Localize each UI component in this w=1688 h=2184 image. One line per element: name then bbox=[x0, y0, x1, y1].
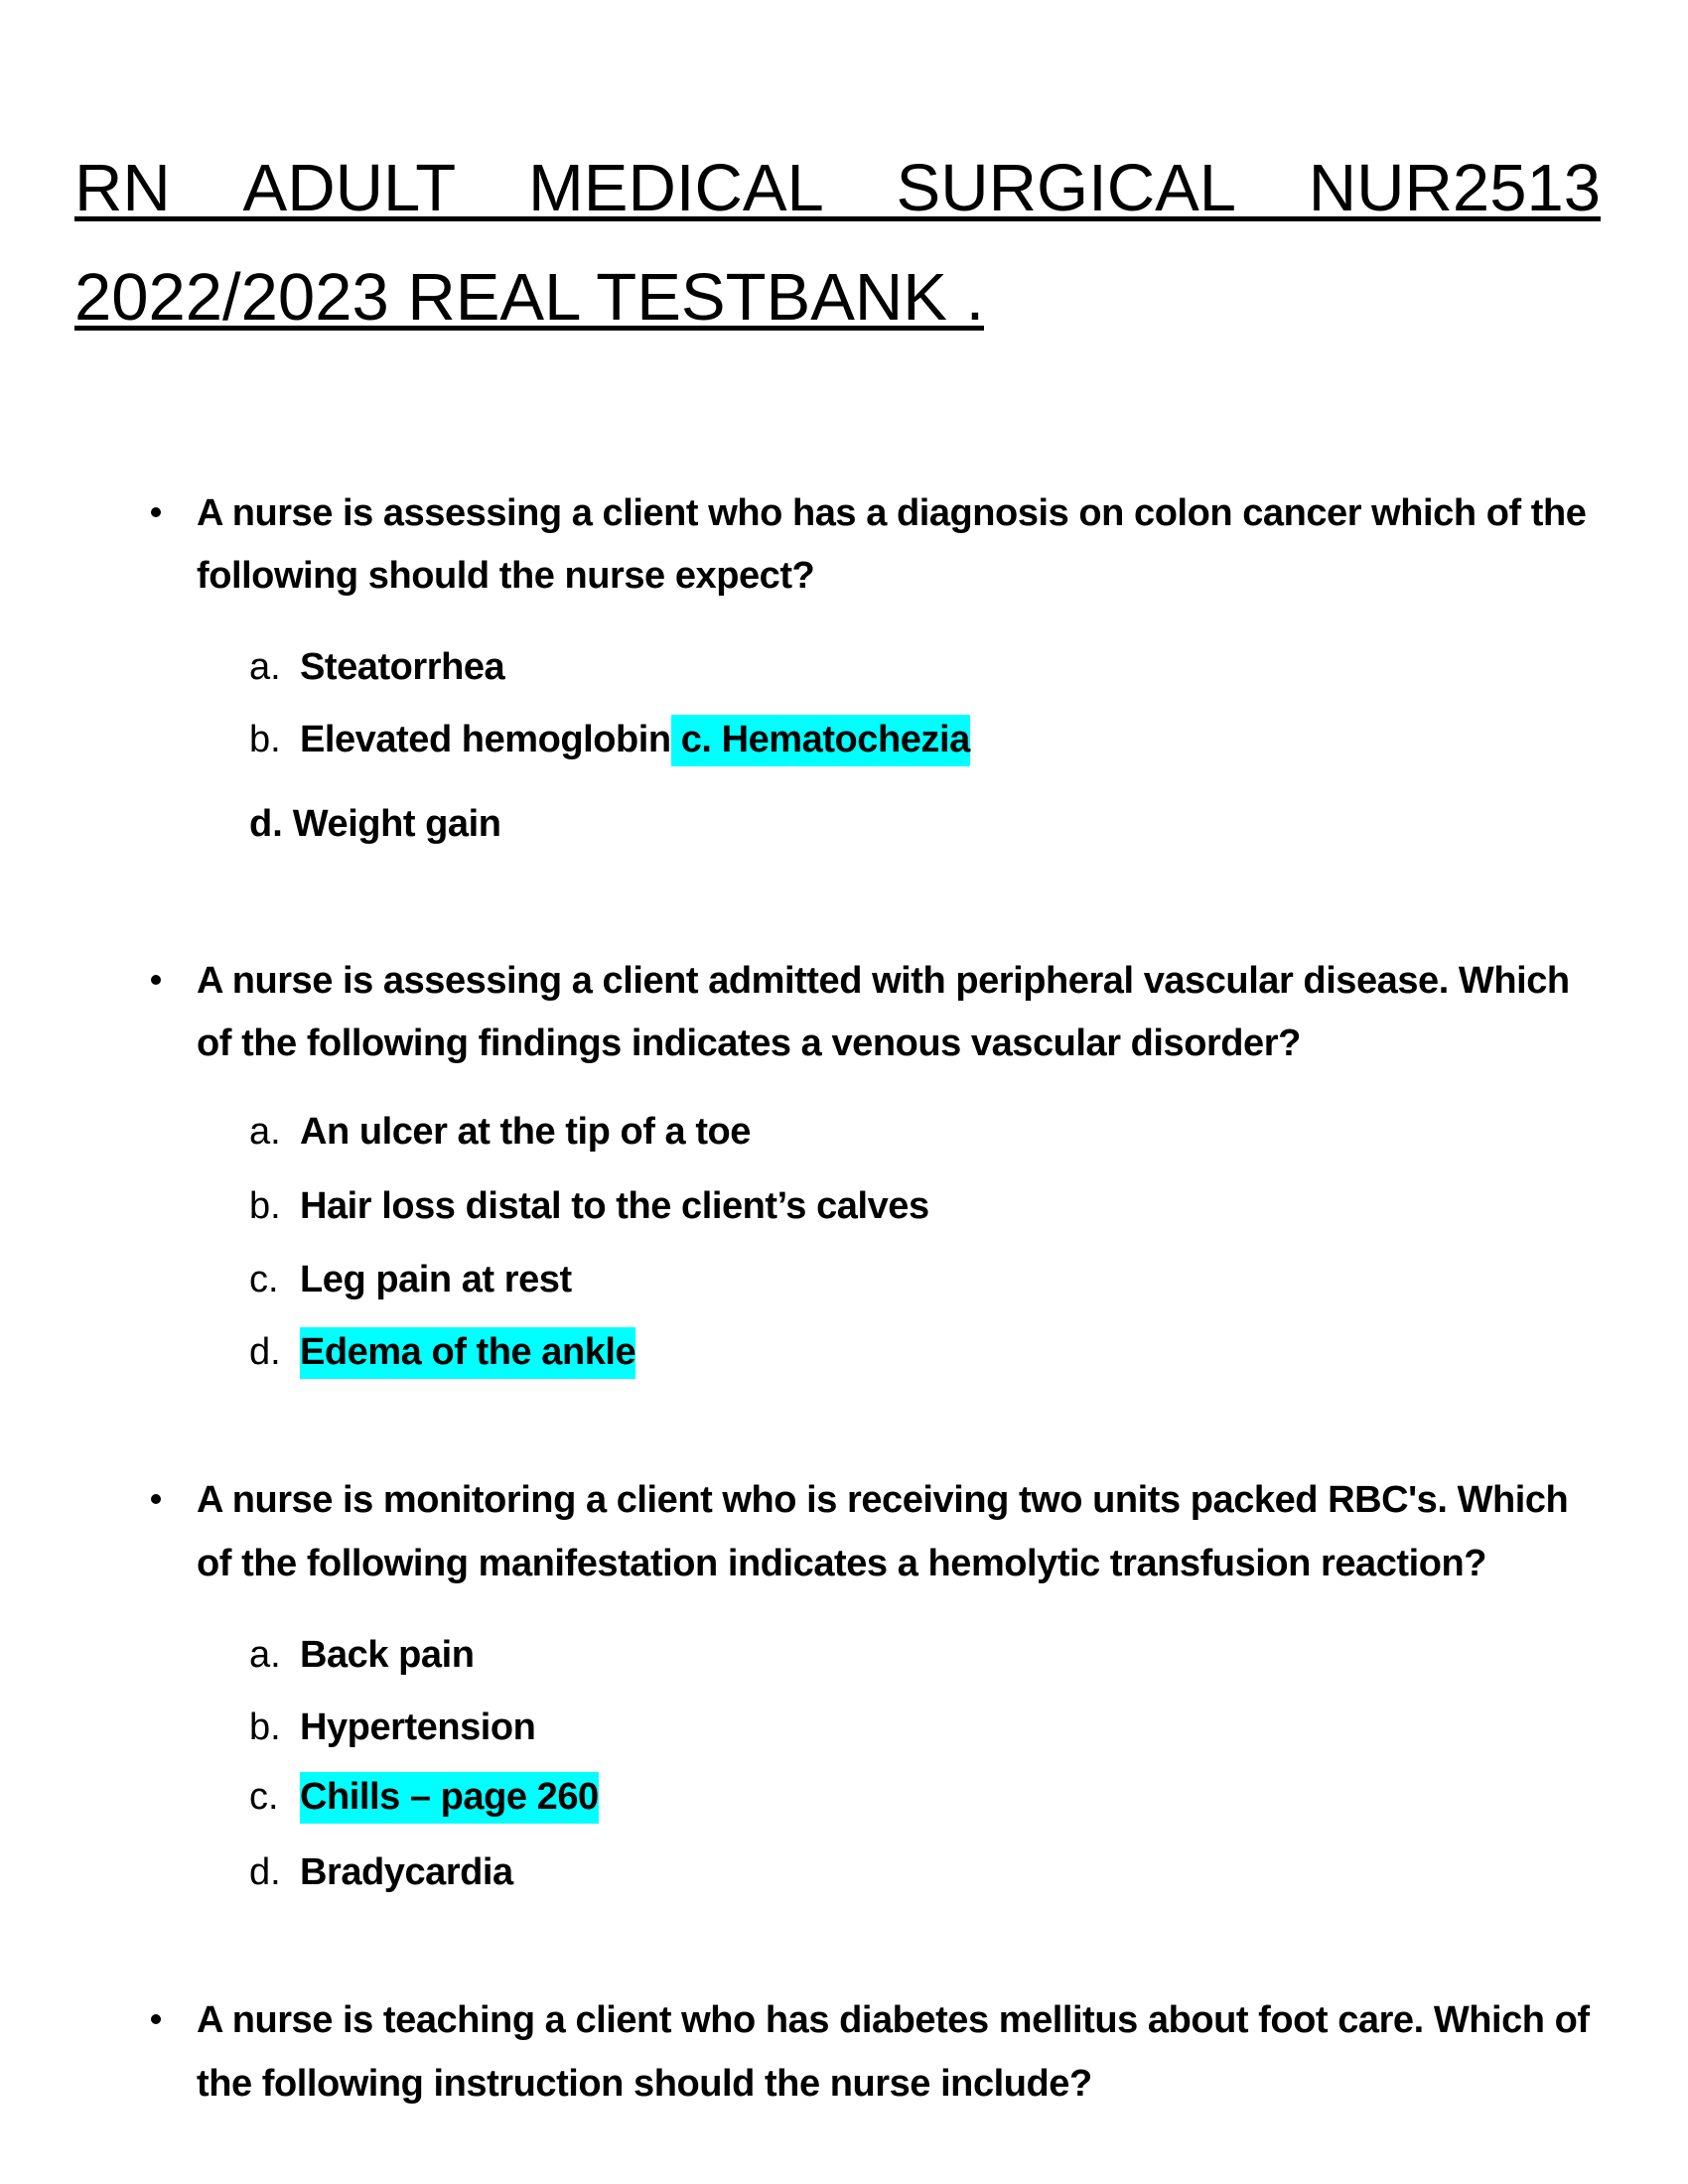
bullet-icon bbox=[151, 507, 161, 517]
option-letter: b. bbox=[249, 719, 281, 760]
option-text: Elevated hemoglobin bbox=[300, 719, 671, 760]
option-letter: d. bbox=[249, 1331, 281, 1373]
document-title-line-2 bbox=[74, 260, 985, 335]
question-text: of the following manifestation indicates a hemolytic transfusion reaction? bbox=[197, 1543, 1486, 1584]
option-letter: b. bbox=[249, 1706, 281, 1748]
option-letter: b. bbox=[249, 1185, 281, 1227]
question-text: of the following findings indicates a venous vascular disorder? bbox=[197, 1023, 1301, 1064]
question-text: A nurse is monitoring a client who is receiving two units packed RBC's. Which bbox=[197, 1479, 1569, 1521]
option-text: Bradycardia bbox=[300, 1851, 513, 1893]
answer-option-c bbox=[249, 1778, 599, 1816]
question-text: A nurse is assessing a client who has a diagnosis on colon cancer which of the bbox=[197, 492, 1587, 534]
option-letter: a. bbox=[249, 646, 281, 688]
answer-option-b bbox=[249, 1708, 535, 1746]
title-word: NUR2513 bbox=[1308, 151, 1601, 225]
document-title-line-1 bbox=[74, 151, 1601, 225]
option-text: Leg pain at rest bbox=[300, 1259, 572, 1300]
option-text: Hair loss distal to the client’s calves bbox=[300, 1185, 929, 1227]
answer-option-a bbox=[249, 648, 504, 686]
option-letter: c. bbox=[249, 1259, 279, 1300]
title-word: RN bbox=[74, 151, 171, 225]
option-letter: d. bbox=[249, 1851, 281, 1893]
option-text: Back pain bbox=[300, 1634, 475, 1676]
bullet-icon bbox=[151, 1494, 161, 1504]
answer-option-d bbox=[249, 1853, 513, 1891]
title-word: MEDICAL bbox=[527, 151, 824, 225]
highlighted-answer-c: c. Hematochezia bbox=[671, 715, 970, 766]
bullet-icon bbox=[151, 2014, 161, 2024]
option-letter: a. bbox=[249, 1111, 281, 1153]
option-text: Steatorrhea bbox=[300, 646, 505, 688]
question-text: A nurse is teaching a client who has diabetes mellitus about foot care. Which of bbox=[197, 1999, 1590, 2041]
option-letter: a. bbox=[249, 1634, 281, 1676]
answer-option-a bbox=[249, 1636, 474, 1674]
option-letter: c. bbox=[249, 1776, 279, 1818]
answer-option-d bbox=[249, 1333, 635, 1371]
answer-option-b bbox=[249, 1187, 929, 1225]
highlighted-answer: Chills – page 260 bbox=[300, 1772, 599, 1824]
title-word: SURGICAL bbox=[896, 151, 1237, 225]
title-text: 2022/2023 REAL TESTBANK . bbox=[74, 260, 985, 335]
question-text: the following instruction should the nurse include? bbox=[197, 2063, 1092, 2105]
answer-option-c bbox=[249, 1261, 572, 1298]
answer-option-a bbox=[249, 1113, 751, 1151]
highlighted-answer: Edema of the ankle bbox=[300, 1327, 635, 1379]
answer-option-d bbox=[249, 805, 500, 843]
question-text: following should the nurse expect? bbox=[197, 555, 815, 597]
bullet-icon bbox=[151, 975, 161, 985]
answer-option-b bbox=[249, 721, 970, 758]
option-text: Hypertension bbox=[300, 1706, 536, 1748]
option-text: Weight gain bbox=[292, 803, 501, 845]
option-letter: d. bbox=[249, 803, 283, 845]
option-text: An ulcer at the tip of a toe bbox=[300, 1111, 751, 1153]
title-word: ADULT bbox=[242, 151, 457, 225]
question-text: A nurse is assessing a client admitted with peripheral vascular disease. Which bbox=[197, 960, 1570, 1002]
